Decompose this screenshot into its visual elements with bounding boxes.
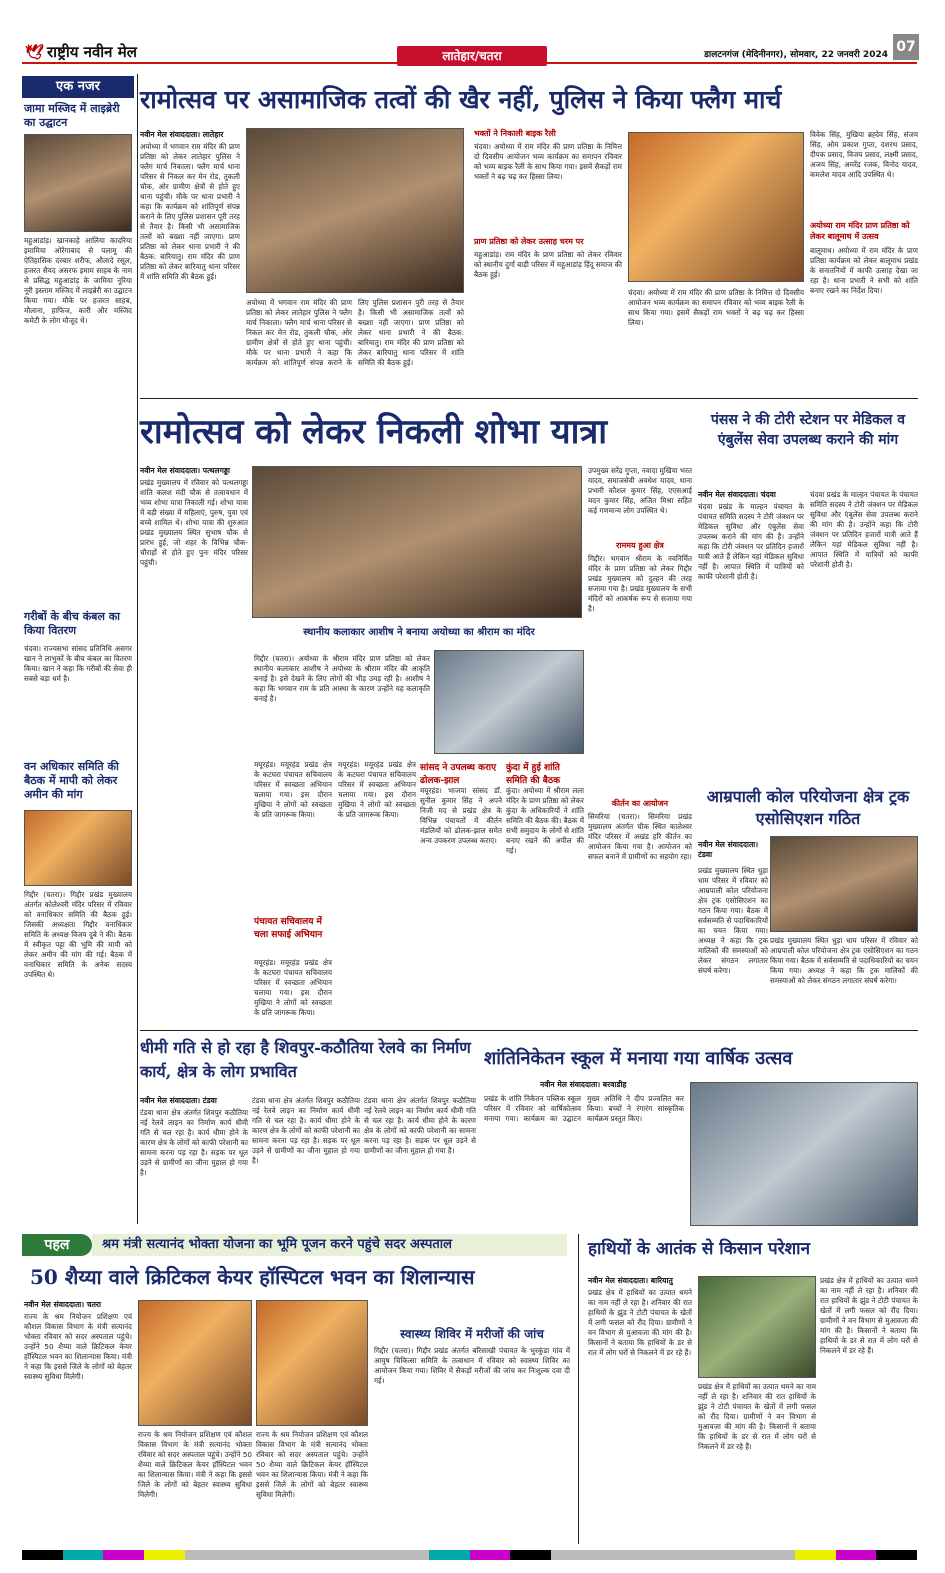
column-divider-2 bbox=[578, 1234, 579, 1544]
amrapali-byline: नवीन मेल संवाददाता। टंडवा bbox=[698, 840, 759, 859]
lead-headline: रामोत्सव पर असामाजिक तत्वों की खैर नहीं, पुलिस ने किया फ्लैग मार्च bbox=[140, 85, 782, 114]
school-headline: शांतिनिकेतन स्कूल में मनाया गया वार्षिक उत्सव bbox=[484, 1048, 793, 1069]
shobha-headline: रामोत्सव को लेकर निकली शोभा यात्रा bbox=[140, 412, 608, 452]
school-photo bbox=[690, 1082, 918, 1226]
lead-text: अयोध्या में भगवान राम मंदिर की प्राण प्रतिष्ठा को लेकर लातेहार पुलिस ने फ्लैग मार्च निकाला। फ्लैग मार्च थाना परिसर से निकल कर मेन रोड, तुकली चौक, ओर ग्रामीण क्षेत्रों से होते हुए थाना पहुंची। मौके पर थाना प्रभारी ने कहा कि कार्यक्रम को शांतिपूर्ण संपन्न कराने के लिए पुलिस प्रशासन पूरी तरह से तैयार है। किसी भी असामाजिक तत्वों को बख्शा नहीं जाएगा। प्राण प्रतिष्ठा को लेकर थाना प्रभारी ने की बैठक: बारियातु। राम मंदिर की प्राण प्रतिष्ठा को लेकर बारियातु थाना परिसर में शांति समिति की बैठक हुई। bbox=[140, 142, 240, 281]
camp-headline: स्वास्थ्य शिविर में मरीजों की जांच bbox=[400, 1327, 544, 1341]
newspaper-brand: 🕊 राष्ट्रीय नवीन मेल bbox=[25, 43, 137, 61]
section-rule-2 bbox=[140, 1030, 918, 1031]
color-registration-strip bbox=[22, 1550, 917, 1560]
hospital-byline: नवीन मेल संवाददाता। चतरा bbox=[24, 1300, 101, 1309]
amrapali-headline: आम्रपाली कोल परियोजना क्षेत्र ट्रक एसोसिएशन गठित bbox=[706, 787, 910, 828]
shobha-byline: नवीन मेल संवाददाता। पत्थलगड्डा bbox=[140, 466, 230, 475]
shobha-text: प्रखंड मुख्यालय में रविवार को पत्थलगड्डा शांति कलश मंदी चौक से तत्वावधान में भव्य शोभा यात्रा निकाली गई। शोभा यात्रा में बड़ी संख्या में महिलाएं, पुरुष, युवा एवं बच्चे शामिल थे। शोभा यात्रा की शुरुआत प्रखंड मुख्यालय स्थित सुभाष चौक से प्रारंभ हुई, जो शहर के विभिन्न चौक-चौराहों से होते हुए पुनः मंदिर परिसर पहुंची। bbox=[140, 478, 248, 567]
rally-text: चंदवा। अयोध्या में राम मंदिर की प्राण प्रतिष्ठा के निमित्त दो दिवसीय आयोजन भव्य कार्यक्रम का समापन रविवार को भव्य बाइक रैली के साथ किया गया। इसमें सैकड़ों राम भक्तों ने बढ़ चढ़ कर हिस्सा लिया। bbox=[474, 142, 622, 181]
page-number: 07 bbox=[893, 34, 919, 60]
kunda-text: कुंदा। अयोध्या में श्रीराम लला मंदिर के प्राण प्रतिष्ठा को लेकर कुंदा के अधिकारियों ने शांति समिति की बैठक की। बैठक में सभी समुदाय के लोगों से शांति बनाए रखने की अपील की गई। bbox=[506, 786, 584, 855]
amrapali-text: प्रखंड मुख्यालय स्थित धुड़ा धाम परिसर में रविवार को आम्रपाली कोल परियोजना क्षेत्र ट्रक एसोसिएशन का गठन किया गया। बैठक में सर्वसम्मति से पदाधिकारियों का चयन किया गया। अध्यक्ष ने कहा कि ट्रक मालिकों की समस्याओं को लेकर संगठन लगातार संघर्ष करेगा। bbox=[698, 866, 768, 975]
elephant-text-2: प्रखंड क्षेत्र में हाथियों का उत्पात थमने का नाम नहीं ले रहा है। शनिवार की रात हाथियों के झुंड ने टोटी पंचायत के खेतों में लगी फसल को रौंद दिया। ग्रामीणों ने वन विभाग से मुआवजा की मांग की है। किसानों ने बताया कि हाथियों के डर से रात में लोग घरों से निकलने में डर रहे हैं। bbox=[698, 1382, 816, 1451]
panchayat-headline: पंचायत सचिवालय में चला सफाई अभियान bbox=[254, 917, 323, 940]
hospital-photo-2 bbox=[256, 1300, 368, 1426]
dholak-text: मयूरहंड। भाजपा सांसद डॉ. सुनील कुमार सिंह ने अपने निजी मद से प्रखंड क्षेत्र के विभिन्न पंचायतों में कीर्तन मंडलियों को ढोलक-झाल समेत अन्य उपकरण उपलब्ध कराए। bbox=[420, 786, 502, 845]
hospital-photo-1 bbox=[138, 1300, 252, 1426]
kirtan-text: सिमरिया (चतरा)। सिमरिया प्रखंड मुख्यालय अंतर्गत चौक स्थित कालेश्वर मंदिर परिसर में अखंड हरि कीर्तन का आयोजन किया गया है। आयोजन को सफल बनाने में ग्रामीणों का सहयोग रहा। bbox=[588, 812, 692, 861]
left-headline-2: गरीबों के बीच कंबल का किया वितरण bbox=[24, 610, 121, 637]
bird-logo-icon: 🕊 bbox=[25, 43, 45, 61]
elephant-byline: नवीन मेल संवाददाता। बारियातु bbox=[588, 1276, 673, 1285]
lead-photo-flag-march bbox=[246, 128, 464, 293]
section-rule-1 bbox=[140, 398, 918, 399]
panchayat-text-2: मयूरहंड। मयूरहंड प्रखंड क्षेत्र के कटघरा पंचायत सचिवालय परिसर में स्वच्छता अभियान चलाया गया। इस दौरान मुखिया ने लोगों को स्वच्छता के प्रति जागरूक किया। bbox=[338, 760, 416, 819]
lead-text-cont: अयोध्या में भगवान राम मंदिर की प्राण प्रतिष्ठा को लेकर लातेहार पुलिस ने फ्लैग मार्च निकाला। फ्लैग मार्च थाना परिसर से निकल कर मेन रोड, तुकली चौक, ओर ग्रामीण क्षेत्रों से होते हुए थाना पहुंची। मौके पर थाना प्रभारी ने कहा कि कार्यक्रम को शांतिपूर्ण संपन्न कराने के लिए पुलिस प्रशासन पूरी तरह से तैयार है। किसी भी असामाजिक तत्वों को बख्शा नहीं जाएगा। प्राण प्रतिष्ठा को लेकर थाना प्रभारी ने की बैठक: बारियातु। राम मंदिर की प्राण प्रतिष्ठा को लेकर बारियातु थाना परिसर में शांति समिति की बैठक हुई। bbox=[246, 298, 464, 367]
railway-headline: धीमी गति से हो रहा है शिवपुर-कठौतिया रेलवे का निर्माण कार्य, क्षेत्र के लोग प्रभावित bbox=[140, 1038, 471, 1081]
kunda-headline: कुंदा में हुई शांति समिति की बैठक bbox=[506, 763, 561, 786]
pansa-headline: पंसस ने की टोरी स्टेशन पर मेडिकल व एंबुलेंस सेवा उपलब्ध कराने की मांग bbox=[710, 412, 906, 448]
school-text: प्रखंड के शांति निकेतन पब्लिक स्कूल परिसर में रविवार को वार्षिकोत्सव मनाया गया। कार्यक्रम का उद्घाटन मुख्य अतिथि ने दीप प्रज्वलित कर किया। बच्चों ने रंगारंग सांस्कृतिक कार्यक्रम प्रस्तुत किए। bbox=[484, 1094, 684, 1123]
dholak-headline: सांसद ने उपलब्ध कराए ढोलक-झाल bbox=[420, 763, 497, 786]
shobha-photo bbox=[252, 466, 582, 618]
left-text-1: महुआडांड़। खानकाहे आलिया कादरिया इमामिया ओरेंगाबाद से पलामू की ऐतिहासिक दरबार शरीफ, औलादे रसूल, हजरत सैयद असरफ इमाम साहब के नाम से प्रसिद्ध महुआडांड़ के जामिया नूरिया नूरी इस्लाम मस्जिद में लाइब्रेरी का उद्घाटन किया गया। मौके पर हजरत साहब, मौलाना, हाफिज, कारी और मस्जिद कमेटी के लोग मौजूद थे। bbox=[24, 236, 132, 325]
hospital-text-2: राज्य के श्रम नियोजन प्रशिक्षण एवं कौशल विकास विभाग के मंत्री सत्यानंद भोक्ता रविवार को सदर अस्पताल पहुंचे। उन्होंने 50 शैय्या वाले क्रिटिकल केयर हॉस्पिटल भवन का शिलान्यास किया। मंत्री ने कहा कि इससे जिले के लोगों को बेहतर स्वास्थ्य सुविधा मिलेगी। bbox=[138, 1430, 252, 1499]
elephant-photo bbox=[698, 1276, 816, 1378]
elephant-text: प्रखंड क्षेत्र में हाथियों का उत्पात थमने का नाम नहीं ले रहा है। शनिवार की रात हाथियों के झुंड ने टोटी पंचायत के खेतों में लगी फसल को रौंद दिया। ग्रामीणों ने वन विभाग से मुआवजा की मांग की है। किसानों ने बताया कि हाथियों के डर से रात में लोग घरों से निकलने में डर रहे हैं। bbox=[588, 1288, 692, 1357]
rally-headline: भक्तों ने निकाली बाइक रैली bbox=[474, 129, 556, 138]
amrapali-text-cont: प्रखंड मुख्यालय स्थित धुड़ा धाम परिसर में रविवार को आम्रपाली कोल परियोजना क्षेत्र ट्रक एसोसिएशन का गठन किया गया। बैठक में सर्वसम्मति से पदाधिकारियों का चयन किया गया। अध्यक्ष ने कहा कि ट्रक मालिकों की समस्याओं को लेकर संगठन लगातार संघर्ष करेगा। bbox=[770, 936, 918, 985]
pansa-text-cont: चंदवा प्रखंड के माल्हन पंचायत के पंचायत समिति सदस्य ने टोरी जंक्शन पर मेडिकल सुविधा और एंबुलेंस सेवा उपलब्ध कराने की मांग की है। उन्होंने कहा कि टोरी जंक्शन पर प्रतिदिन हजारों यात्री आते हैं लेकिन यहां मेडिकल सुविधा नहीं है। आपात स्थिति में यात्रियों को काफी परेशानी होती है। bbox=[810, 490, 918, 569]
amrapali-photo bbox=[770, 836, 918, 932]
elephant-headline: हाथियों के आतंक से किसान परेशान bbox=[588, 1239, 811, 1259]
column-divider bbox=[137, 74, 138, 1224]
ramamay-text: गिद्दौर। भगवान श्रीराम के नवनिर्मित मंदिर के प्राण प्रतिष्ठा को लेकर गिद्दौर प्रखंड मुख्यालय को दुल्हन की तरह सजाया गया है। प्रखंड मुख्यालय के सभी मंदिरों को आकर्षक रूप से सजाया गया है। bbox=[588, 554, 692, 613]
pahal-tag: पहल bbox=[22, 1234, 92, 1256]
kalakar-photo-temple bbox=[434, 650, 584, 754]
kalakar-text: गिद्दौर (चतरा)। अयोध्या के श्रीराम मंदिर प्राण प्रतिष्ठा को लेकर स्थानीय कलाकार आशीष ने अयोध्या के श्रीराम मंदिर की आकृति बनाई है। इसे देखने के लिए लोगों की भीड़ उमड़ रही है। आशीष ने कहा कि भगवान राम के प्रति आस्था के कारण उन्होंने यह कलाकृति बनाई है। bbox=[254, 654, 430, 703]
left-text-3: गिद्दौर (चतरा)। गिद्दौर प्रखंड मुख्यालय अंतर्गत कोलेश्वरी मंदिर परिसर में रविवार को वनाधिकार समिति की बैठक हुई। जिसकी अध्यक्षता गिद्दौर वनाधिकार समिति के अध्यक्ष विजय दुबे ने की। बैठक में स्वीकृत पट्टा की भूमि की मापी को लेकर अमीन की मांग की गई। बैठक में वनाधिकार समिति के अनेक सदस्य उपस्थित थे। bbox=[24, 890, 132, 979]
left-photo-2 bbox=[24, 810, 132, 886]
panchayat-text-1: मयूरहंड। मयूरहंड प्रखंड क्षेत्र के कटघरा पंचायत सचिवालय परिसर में स्वच्छता अभियान चलाया गया। इस दौरान मुखिया ने लोगों को स्वच्छता के प्रति जागरूक किया। bbox=[254, 760, 332, 819]
dateline: डालटनगंज (मेदिनीनगर), सोमवार, 22 जनवरी 2024 bbox=[704, 50, 888, 60]
balumath-text: बालूमाथ। अयोध्या में राम मंदिर के प्राण प्रतिष्ठा कार्यक्रम को लेकर बालूमाथ प्रखंड के सनातनियों में काफी उत्साह देखा जा रहा है। थाना प्रभारी ने सभी को शांति बनाए रखने का निर्देश दिया। bbox=[810, 246, 918, 295]
pahal-band: श्रम मंत्री सत्यानंद भोक्ता योजना का भूमि पूजन करने पहुंचे सदर अस्पताल bbox=[92, 1234, 567, 1256]
rally-subheadline: प्राण प्रतिष्ठा को लेकर उत्साह चरम पर bbox=[474, 237, 584, 246]
hospital-text-3: राज्य के श्रम नियोजन प्रशिक्षण एवं कौशल विकास विभाग के मंत्री सत्यानंद भोक्ता रविवार को सदर अस्पताल पहुंचे। उन्होंने 50 शैय्या वाले क्रिटिकल केयर हॉस्पिटल भवन का शिलान्यास किया। मंत्री ने कहा कि इससे जिले के लोगों को बेहतर स्वास्थ्य सुविधा मिलेगी। bbox=[256, 1430, 368, 1499]
school-byline: नवीन मेल संवाददाता। बरवाडीह bbox=[540, 1080, 627, 1089]
left-text-2: चंदवा। राज्यसभा सांसद प्रतिनिधि असगर खान ने लाभुकों के बीच कंबल का वितरण किया। खान ने कहा कि गरीबों की सेवा ही सबसे बड़ा धर्म है। bbox=[24, 644, 132, 683]
railway-text: टंडवा थाना क्षेत्र अंतर्गत शिवपुर कठौतिया नई रेलवे लाइन का निर्माण कार्य धीमी गति से चल रहा है। कार्य धीमा होने के कारण क्षेत्र के लोगों को काफी परेशानी का सामना करना पड़ रहा है। सड़क पर धूल उड़ने से ग्रामीणों का जीना मुहाल हो गया है। bbox=[140, 1108, 248, 1177]
shobha-side-text: उपमुख्य सरेंद्र गुप्ता, नवादा मुखिया भरत यादव, समाजसेवी अवधेश यादव, थाना प्रभारी कौशल कुमार सिंह, एएसआई मदन कुमार सिंह, अजित मिश्रा सहित कई गणमान्य लोग उपस्थित थे। bbox=[588, 466, 692, 515]
left-headline-1: जामा मस्जिद में लाइब्रेरी का उद्घाटन bbox=[24, 102, 120, 129]
rally-text-cont: चंदवा। अयोध्या में राम मंदिर की प्राण प्रतिष्ठा के निमित्त दो दिवसीय आयोजन भव्य कार्यक्रम का समापन रविवार को भव्य बाइक रैली के साथ किया गया। इसमें सैकड़ों राम भक्तों ने बढ़ चढ़ कर हिस्सा लिया। bbox=[628, 288, 804, 327]
rally-subtext: महुआडांड़। राम मंदिर के प्राण प्रतिष्ठा को लेकर रविवार को स्थानीय दुर्गा बाड़ी परिसर में महुआडांड़ हिंदू समाज की बैठक हुई। bbox=[474, 250, 622, 279]
panchayat-text: मयूरहंड। मयूरहंड प्रखंड क्षेत्र के कटघरा पंचायत सचिवालय परिसर में स्वच्छता अभियान चलाया गया। इस दौरान मुखिया ने लोगों को स्वच्छता के प्रति जागरूक किया। bbox=[254, 958, 332, 1017]
left-headline-3: वन अधिकार समिति की बैठक में मापी को लेकर अमीन की मांग bbox=[24, 760, 119, 801]
camp-text: गिद्दौर (चतरा)। गिद्दौर प्रखंड अंतर्गत बरिसाखी पंचायत के भुरकुंडा गांव में आयुष चिकित्सा समिति के तत्वाधान में रविवार को स्वास्थ्य शिविर का आयोजन किया गया। शिविर में सैकड़ों मरीजों की जांच कर निःशुल्क दवा दी गई। bbox=[374, 1346, 570, 1385]
hospital-text: राज्य के श्रम नियोजन प्रशिक्षण एवं कौशल विकास विभाग के मंत्री सत्यानंद भोक्ता रविवार को सदर अस्पताल पहुंचे। उन्होंने 50 शैय्या वाले क्रिटिकल केयर हॉस्पिटल भवन का शिलान्यास किया। मंत्री ने कहा कि इससे जिले के लोगों को बेहतर स्वास्थ्य सुविधा मिलेगी। bbox=[24, 1312, 132, 1381]
right-top-text: विवेक सिंह, मुखिया ब्रह्देव सिंह, संजय सिंह, ओम प्रकाश गुप्ता, दशरथ प्रसाद, दीपक प्रसाद, विजय प्रसाद, लक्ष्मी प्रसाद, अजय सिंह, अमरेंद्र रजक, विनोद यादव, कमलेश यादव आदि उपस्थित थे। bbox=[810, 130, 918, 179]
railway-byline: नवीन मेल संवाददाता। टंडवा bbox=[140, 1096, 217, 1105]
railway-text-3: टंडवा थाना क्षेत्र अंतर्गत शिवपुर कठौतिया नई रेलवे लाइन का निर्माण कार्य धीमी गति से चल रहा है। कार्य धीमा होने के कारण क्षेत्र के लोगों को काफी परेशानी का सामना करना पड़ रहा है। सड़क पर धूल उड़ने से ग्रामीणों का जीना मुहाल हो गया है। bbox=[364, 1096, 476, 1155]
ramamay-headline: राममय हुआ क्षेत्र bbox=[616, 541, 664, 550]
ek-nazar-tag: एक नजर bbox=[22, 76, 134, 98]
rally-photo bbox=[628, 132, 804, 282]
hospital-headline: 50 शैय्या वाले क्रिटिकल केयर हॉस्पिटल भवन का शिलान्यास bbox=[30, 1265, 475, 1289]
kirtan-headline: कीर्तन का आयोजन bbox=[611, 799, 669, 808]
kalakar-headline: स्थानीय कलाकार आशीष ने बनाया अयोध्या का श्रीराम का मंदिर bbox=[303, 627, 535, 638]
elephant-text-3: प्रखंड क्षेत्र में हाथियों का उत्पात थमने का नाम नहीं ले रहा है। शनिवार की रात हाथियों के झुंड ने टोटी पंचायत के खेतों में लगी फसल को रौंद दिया। ग्रामीणों ने वन विभाग से मुआवजा की मांग की है। किसानों ने बताया कि हाथियों के डर से रात में लोग घरों से निकलने में डर रहे हैं। bbox=[820, 1276, 918, 1355]
balumath-headline: अयोध्या राम मंदिर प्राण प्रतिष्ठा को लेकर बालूमाथ में उत्सव bbox=[810, 221, 910, 241]
railway-text-2: टंडवा थाना क्षेत्र अंतर्गत शिवपुर कठौतिया नई रेलवे लाइन का निर्माण कार्य धीमी गति से चल रहा है। कार्य धीमा होने के कारण क्षेत्र के लोगों को काफी परेशानी का सामना करना पड़ रहा है। सड़क पर धूल उड़ने से ग्रामीणों का जीना मुहाल हो गया है। bbox=[252, 1096, 360, 1165]
pansa-byline: नवीन मेल संवाददाता। चंदवा bbox=[698, 490, 776, 499]
left-photo-1 bbox=[24, 134, 132, 232]
pansa-text: चंदवा प्रखंड के माल्हन पंचायत के पंचायत समिति सदस्य ने टोरी जंक्शन पर मेडिकल सुविधा और एंबुलेंस सेवा उपलब्ध कराने की मांग की है। उन्होंने कहा कि टोरी जंक्शन पर प्रतिदिन हजारों यात्री आते हैं लेकिन यहां मेडिकल सुविधा नहीं है। आपात स्थिति में यात्रियों को काफी परेशानी होती है। bbox=[698, 502, 804, 581]
section-tab: लातेहार/चतरा bbox=[397, 46, 547, 66]
lead-byline: नवीन मेल संवाददाता। लातेहार bbox=[140, 130, 224, 139]
